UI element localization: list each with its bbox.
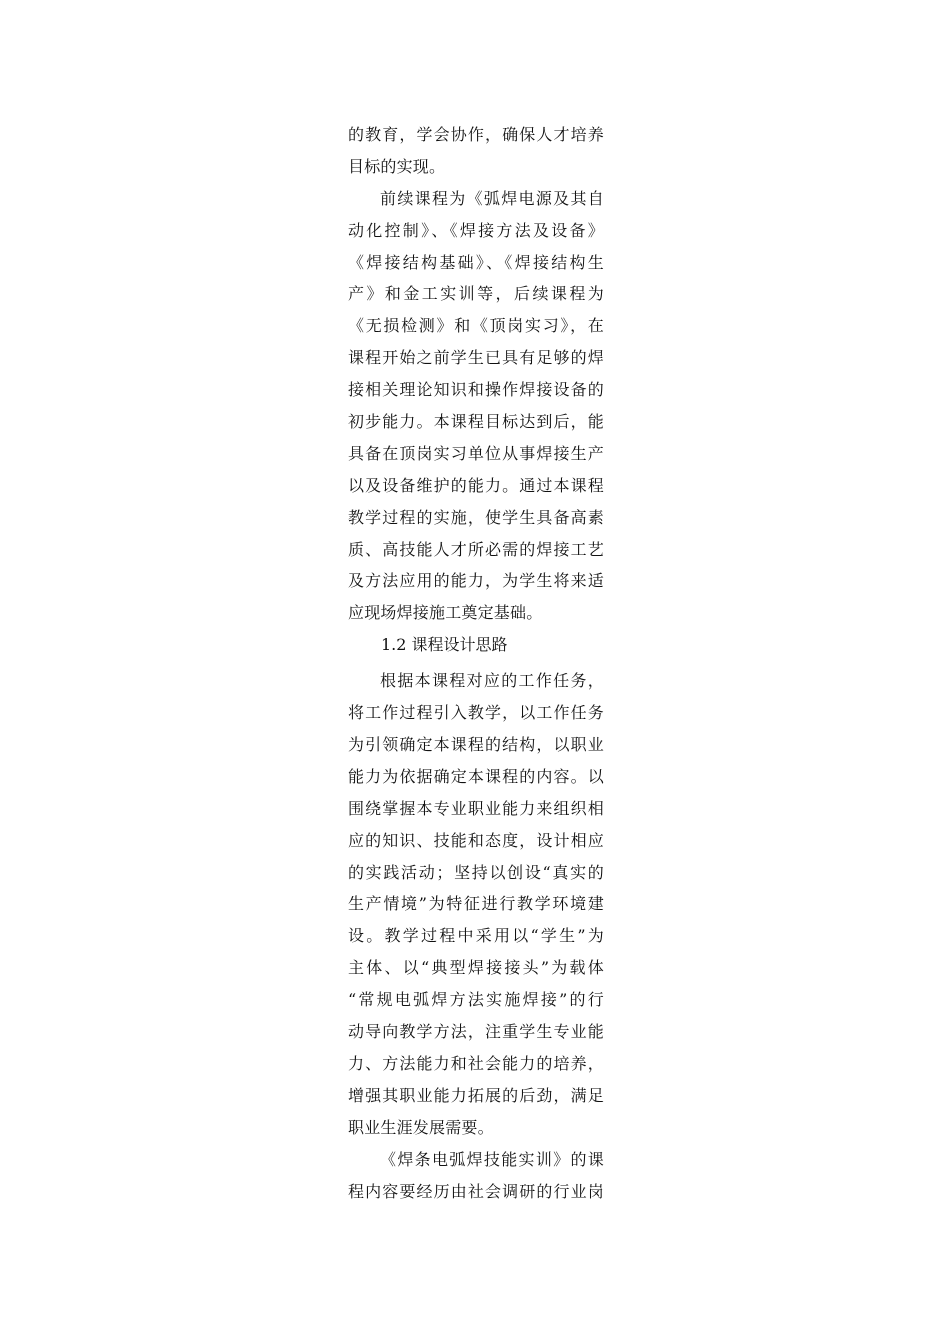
text-line: 为引领确定本课程的结构，以职业: [348, 735, 604, 755]
text-line: 动导向教学方法，注重学生专业能: [348, 1022, 604, 1042]
text-line: 程内容要经历由社会调研的行业岗: [348, 1181, 604, 1201]
text-line: 动化控制》、《焊接方法及设备》: [348, 220, 604, 240]
text-line: 教学过程的实施，使学生具备高素: [348, 507, 604, 527]
text-line: 的实践活动；坚持以创设“真实的: [348, 862, 604, 882]
text-line: “常规电弧焊方法实施焊接”的行: [348, 990, 604, 1010]
text-line: 前续课程为《弧焊电源及其自: [380, 188, 604, 208]
text-line: 质、高技能人才所必需的焊接工艺: [348, 539, 604, 559]
text-line: 《无损检测》和《顶岗实习》，在: [348, 316, 604, 336]
text-line: 能力为依据确定本课程的内容。以: [348, 766, 604, 786]
paragraph-prerequisite-courses: [348, 183, 604, 629]
text-line: 力、方法能力和社会能力的培养，: [348, 1053, 604, 1073]
text-line: 根据本课程对应的工作任务，: [380, 671, 604, 691]
text-line: 主体、以“典型焊接接头”为载体: [348, 958, 604, 978]
text-line: 职业生涯发展需要。: [348, 1117, 494, 1137]
paragraph-design-approach: [348, 665, 604, 1143]
text-line: 以及设备维护的能力。通过本课程: [348, 475, 604, 495]
text-line: 初步能力。本课程目标达到后，能: [348, 412, 604, 432]
text-line: 应的知识、技能和态度，设计相应: [348, 830, 604, 850]
paragraph-course-content: [348, 1144, 604, 1208]
text-line: 具备在顶岗实习单位从事焊接生产: [348, 443, 604, 463]
text-line: 目标的实现。: [348, 156, 446, 176]
text-line: 《焊接结构基础》、《焊接结构生: [348, 252, 604, 272]
paragraph-continuation: [348, 119, 604, 183]
text-line: 应现场焊接施工奠定基础。: [348, 603, 543, 623]
text-line: 的教育，学会协作，确保人才培养: [348, 125, 604, 144]
document-body: [348, 119, 604, 1207]
text-line: 及方法应用的能力，为学生将来适: [348, 571, 604, 591]
text-line: 增强其职业能力拓展的后劲，满足: [348, 1085, 604, 1105]
text-line: 课程开始之前学生已具有足够的焊: [348, 348, 604, 368]
text-line: 设。教学过程中采用以“学生”为: [348, 926, 604, 946]
section-heading: 1.2 课程设计思路: [381, 635, 508, 655]
text-line: 围绕掌握本专业职业能力来组织相: [348, 798, 604, 818]
text-line: 生产情境”为特征进行教学环境建: [348, 894, 604, 914]
text-line: 产》和金工实训等，后续课程为: [348, 284, 604, 304]
text-line: 将工作过程引入教学，以工作任务: [348, 703, 604, 723]
text-line: 接相关理论知识和操作焊接设备的: [348, 380, 604, 400]
text-line: 《焊条电弧焊技能实训》的课: [380, 1149, 604, 1169]
